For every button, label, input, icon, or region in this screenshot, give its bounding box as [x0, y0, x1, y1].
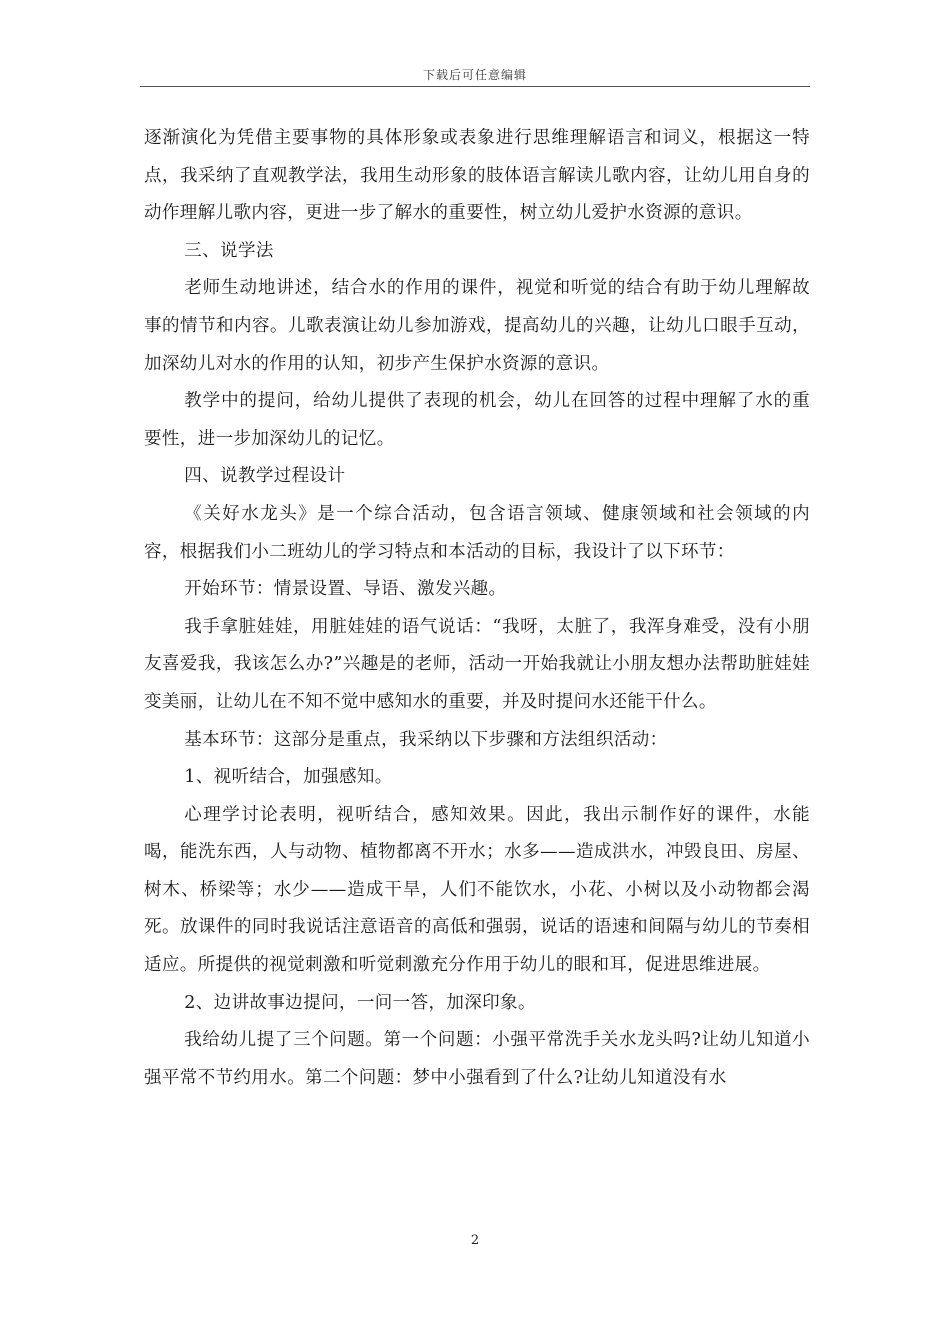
header-divider: [140, 86, 810, 87]
paragraph: 老师生动地讲述，结合水的作用的课件，视觉和听觉的结合有助于幼儿理解故事的情节和内容。儿歌表演让幼儿参加游戏，提高幼儿的兴趣，让幼儿口眼手互动，加深幼儿对水的作用的认知，初步产生保护水资源的意识。: [144, 278, 810, 374]
paragraph: 我给幼儿提了三个问题。第一个问题：小强平常洗手关水龙头吗?让幼儿知道小强平常不节约用水。第二个问题：梦中小强看到了什么?让幼儿知道没有水: [144, 1030, 810, 1088]
paragraph: 基本环节：这部分是重点，我采纳以下步骤和方法组织活动：: [184, 729, 668, 750]
paragraph: 逐渐演化为凭借主要事物的具体形象或表象进行思维理解语言和词义，根据这一特点，我采纳了直观教学法，我用生动形象的肢体语言解读儿歌内容，让幼儿用自身的动作理解儿歌内容，更进一步了解水的重要性，树立幼儿爱护水资源的意识。: [144, 128, 810, 224]
page-number: 2: [470, 1233, 480, 1248]
paragraph: 我手拿脏娃娃，用脏娃娃的语气说话：“我呀，太脏了，我浑身难受，没有小朋友喜爱我，我该怎么办?”兴趣是的老师，活动一开始我就让小朋友想办法帮助脏娃娃变美丽，让幼儿在不知不觉中感知水的重要，并及时提问水还能干什么。: [144, 616, 810, 712]
subheading: 1、视听结合，加强感知。: [184, 767, 393, 788]
paragraph: 心理学讨论表明，视听结合，感知效果。因此，我出示制作好的课件，水能喝，能洗东西，人与动物、植物都离不开水；水多——造成洪水，冲毁良田、房屋、树木、桥梁等；水少——造成干旱，人们不能饮水，小花、小树以及小动物都会渴死。放课件的同时我说话注意语音的高低和强弱，说话的语速和间隔与幼儿的节奏相适应。所提供的视觉刺激和听觉刺激充分作用于幼儿的眼和耳，促进思维进展。: [144, 804, 810, 976]
section-heading: 四、说教学过程设计: [184, 466, 346, 487]
page-header: 下载后可任意编辑: [422, 68, 527, 82]
paragraph: 《关好水龙头》是一个综合活动，包含语言领域、健康领域和社会领域的内容，根据我们小二班幼儿的学习特点和本活动的目标，我设计了以下环节：: [144, 503, 810, 562]
body-text: [144, 120, 810, 1097]
section-heading: 三、说学法: [184, 240, 274, 261]
subheading: 2、边讲故事边提问，一问一答，加深印象。: [184, 992, 536, 1013]
paragraph: 教学中的提问，给幼儿提供了表现的机会，幼儿在回答的过程中理解了水的重要性，进一步加深幼儿的记忆。: [144, 391, 810, 449]
paragraph: 开始环节：情景设置、导语、激发兴趣。: [184, 579, 507, 600]
